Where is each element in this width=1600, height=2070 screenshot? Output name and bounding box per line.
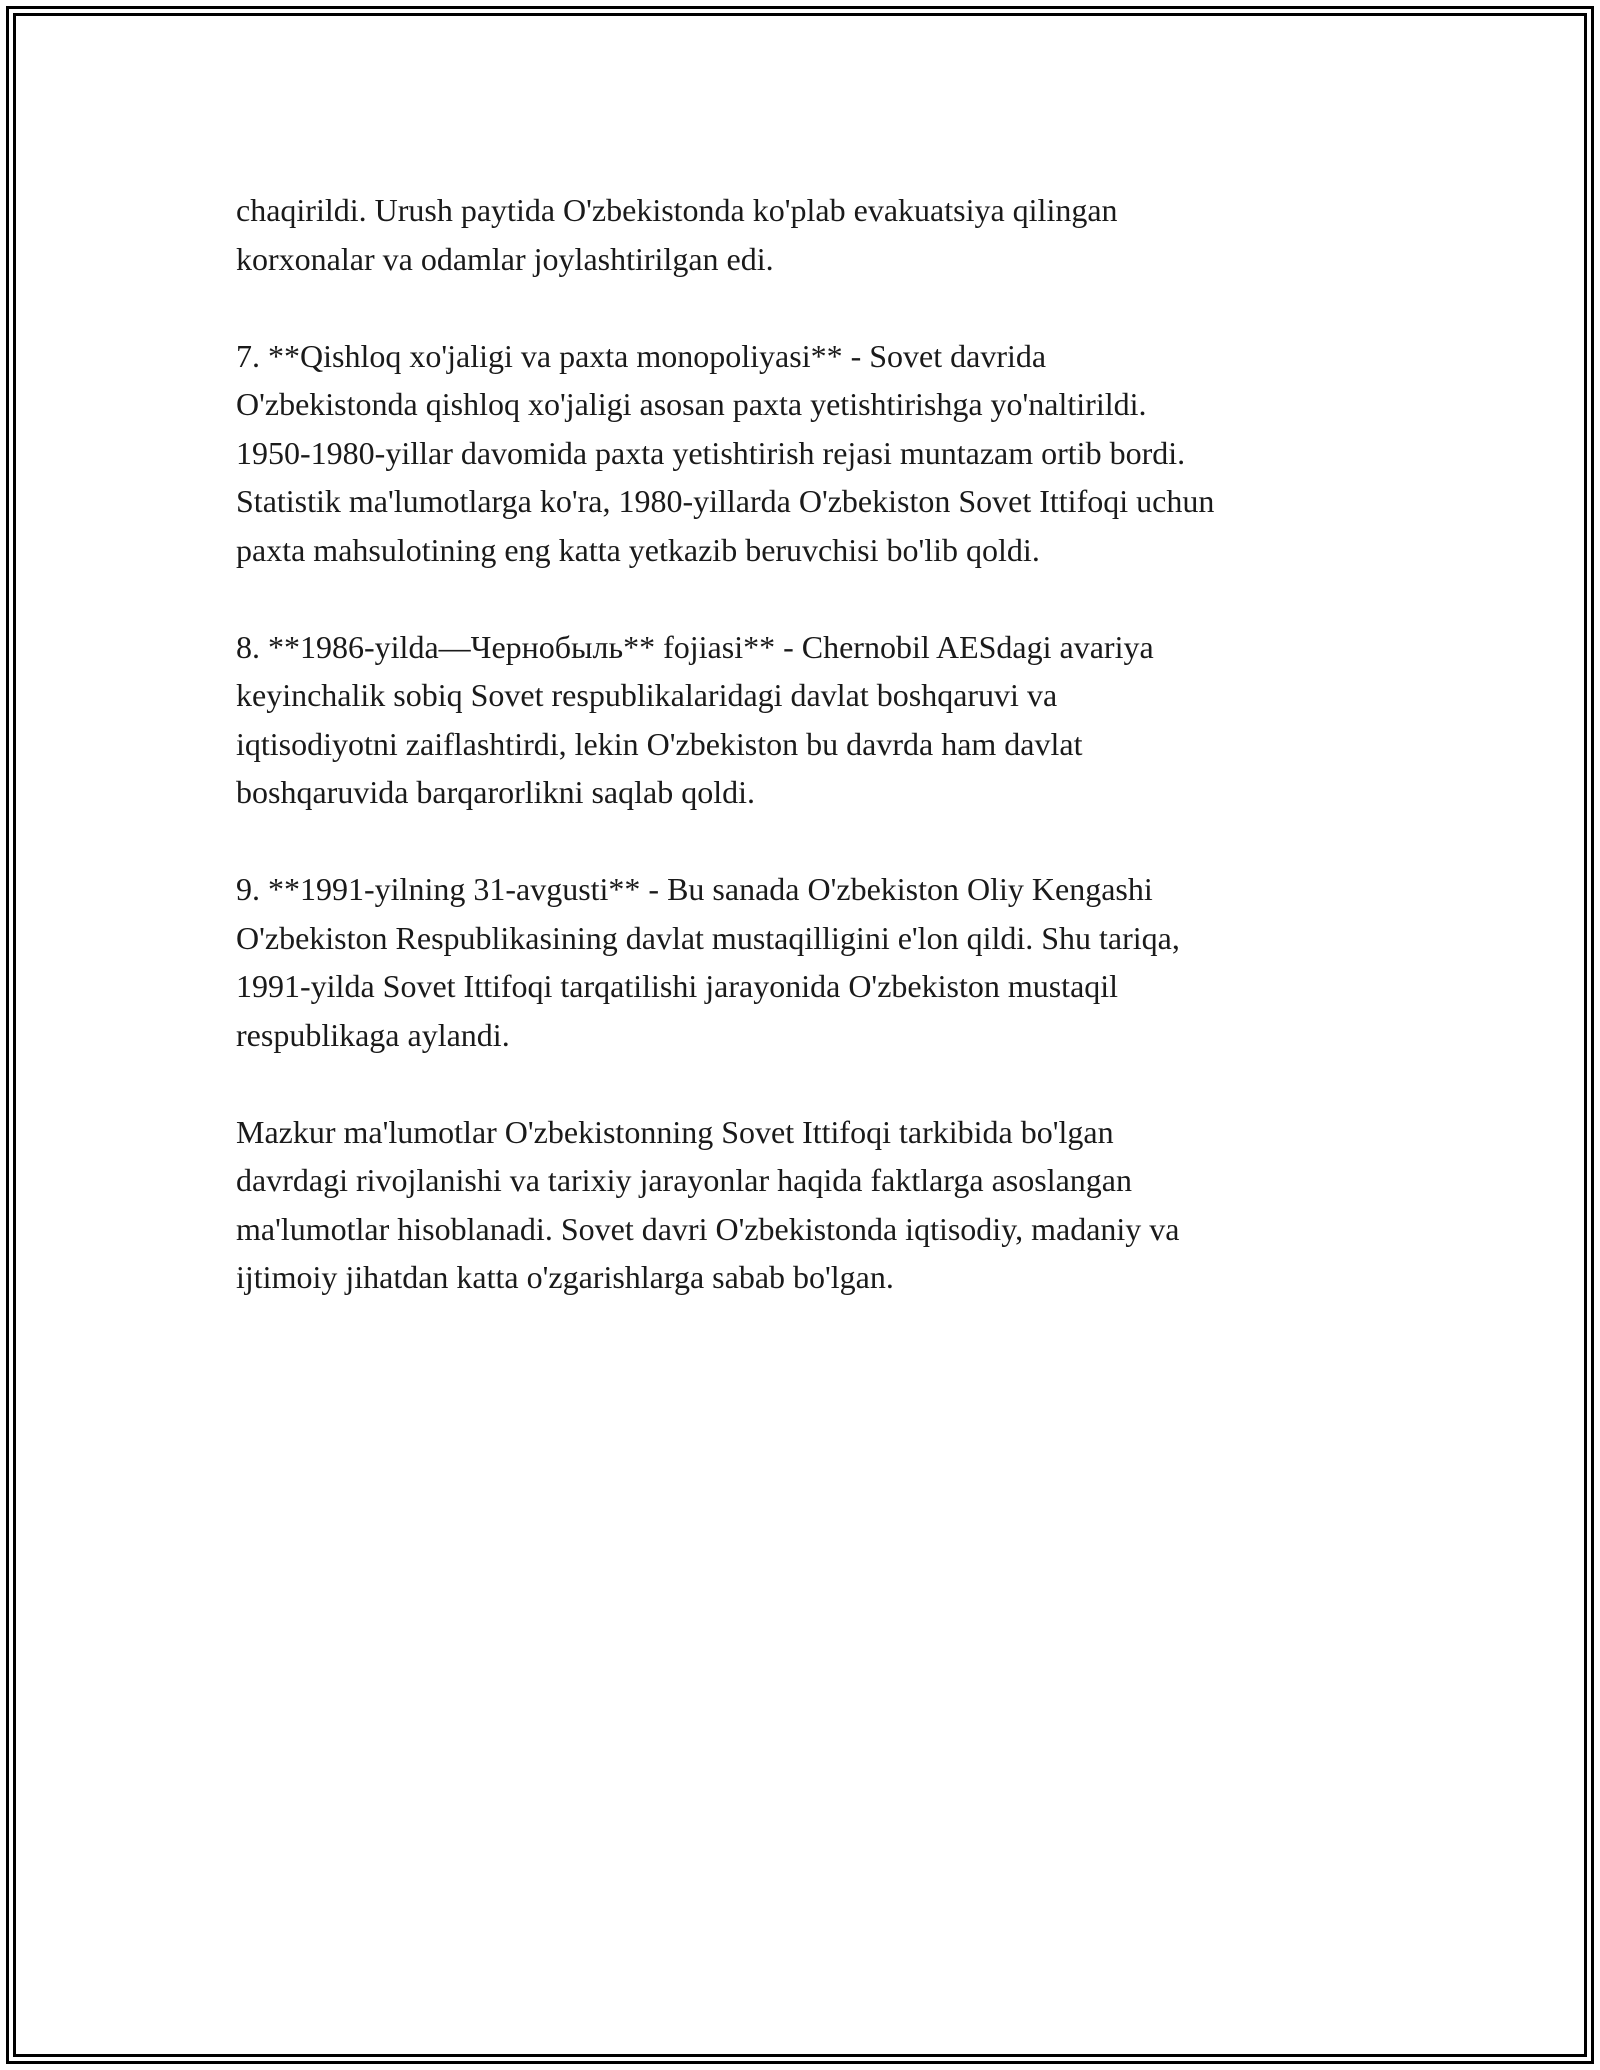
text-line: ma'lumotlar hisoblanadi. Sovet davri O'zbekistonda iqtisodiy, madaniy va (236, 1210, 1180, 1247)
text-line: 1950-1980-yillar davomida paxta yetishtirish rejasi muntazam ortib bordi. (236, 434, 1186, 471)
text-line: korxonalar va odamlar joylashtirilgan edi. (236, 240, 774, 277)
text-line: 7. **Qishloq xo'jaligi va paxta monopoliyasi** - Sovet davrida (236, 337, 1047, 374)
text-line: 1991-yilda Sovet Ittifoqi tarqatilishi jarayonida O'zbekiston mustaqil (236, 968, 1119, 1004)
text-line: 9. **1991-yilning 31-avgusti** - Bu sanada O'zbekiston Oliy Kengashi (236, 871, 1153, 907)
text-line: O'zbekiston Respublikasining davlat mustaqilligini e'lon qildi. Shu tariqa, (236, 919, 1180, 956)
paragraph-item-9 (236, 865, 1366, 1059)
text-line: boshqaruvida barqarorlikni saqlab qoldi. (236, 774, 755, 810)
text-line: Statistik ma'lumotlarga ko'ra, 1980-yillarda O'zbekiston Sovet Ittifoqi uchun (236, 483, 1215, 519)
text-line: Mazkur ma'lumotlar O'zbekistonning Sovet Ittifoqi tarkibida bo'lgan (236, 1113, 1114, 1150)
document-body (236, 186, 1366, 1350)
text-line: keyinchalik sobiq Sovet respublikalaridagi davlat boshqaruvi va (236, 677, 1058, 713)
paragraph-item-8 (236, 623, 1366, 817)
paragraph-evacuation (236, 186, 1366, 283)
paragraph-item-7 (236, 332, 1366, 575)
text-line: O'zbekistonda qishloq xo'jaligi asosan paxta yetishtirishga yo'naltirildi. (236, 386, 1147, 422)
text-line: ijtimoiy jihatdan katta o'zgarishlarga sabab bo'lgan. (236, 1259, 894, 1295)
text-line: 8. **1986-yilda—Чернобыль** fojiasi** - Chernobil AESdagi avariya (236, 628, 1154, 665)
text-line: respublikaga aylandi. (236, 1016, 510, 1053)
text-line: davrdagi rivojlanishi va tarixiy jarayonlar haqida faktlarga asoslangan (236, 1162, 1132, 1198)
text-line: chaqirildi. Urush paytida O'zbekistonda ko'plab evakuatsiya qilingan (236, 192, 1118, 228)
text-line: paxta mahsulotining eng katta yetkazib beruvchisi bo'lib qoldi. (236, 531, 1040, 568)
paragraph-conclusion (236, 1108, 1366, 1302)
text-line: iqtisodiyotni zaiflashtirdi, lekin O'zbekiston bu davrda ham davlat (236, 725, 1083, 762)
